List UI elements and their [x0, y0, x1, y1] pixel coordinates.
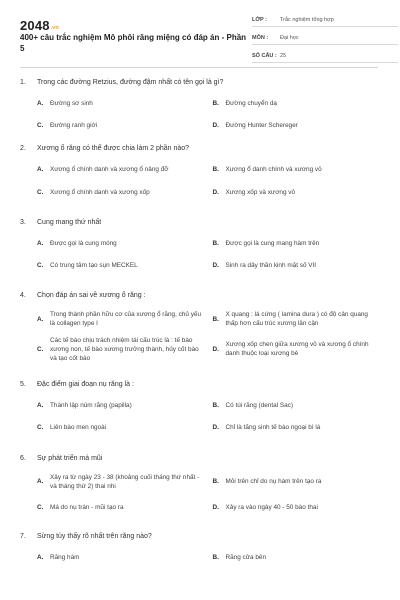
option-b[interactable]: B. Mỏi trên chỉ do nụ hàm trên tạo ra [212, 478, 322, 486]
option-c[interactable]: C. Đường ranh giới [37, 122, 98, 130]
option-b[interactable]: B. Có túi răng (dental Sac) [212, 402, 293, 410]
option-d[interactable]: D. Sinh ra dây thần kinh mặt số VII [212, 262, 317, 270]
option-d[interactable]: D. Xương xốp chen giữa xương vỏ và xương ổ chính danh thuộc loại xương bè [212, 341, 369, 358]
question-number: 2. [20, 145, 26, 153]
option-d[interactable]: D. Đường Hunter Schereger [212, 122, 298, 130]
option-c[interactable]: C. Xương ổ chính danh và xương xốp [37, 188, 150, 196]
question [20, 218, 378, 270]
question [20, 454, 378, 513]
option-d[interactable]: D. Chỉ là tăng sinh tế bào ngoại bì lá [212, 424, 321, 432]
option-a[interactable]: A. Xảy ra từ ngày 23 - 38 (khoảng cuối tháng thứ nhất - và tháng thứ 2) thai nhi [37, 473, 200, 490]
option-grid [37, 401, 378, 432]
option-a[interactable]: A. Đường sơ sinh [37, 100, 93, 107]
question-text: Chọn đáp án sai về xương ổ răng : [37, 292, 146, 300]
question [20, 380, 378, 432]
meta-row-class: LỚP : Trắc nghiệm tổng hợp [252, 14, 398, 27]
option-a[interactable]: A. Răng hàm [37, 554, 80, 562]
question-number: 7. [20, 533, 26, 541]
meta-row-subject: MÔN : Đại học [252, 32, 398, 45]
option-grid [37, 239, 378, 270]
document-header [20, 0, 378, 66]
question-number: 4. [20, 292, 26, 300]
option-grid [37, 553, 378, 562]
meta-row-count: SỐ CÂU : 25 [252, 50, 398, 63]
question-text: Cung mang thứ nhất [37, 218, 102, 226]
header-divider [20, 67, 378, 68]
option-grid [37, 99, 378, 130]
option-a[interactable]: A. Thành lập núm răng (papilla) [37, 402, 132, 410]
question [20, 532, 378, 562]
meta-info [252, 14, 398, 68]
option-grid [37, 310, 378, 363]
question-number: 5. [20, 381, 26, 389]
option-d[interactable]: D. Xảy ra vào ngày 40 - 50 bào thai [212, 504, 318, 512]
question [20, 78, 378, 130]
option-d[interactable]: D. Xương xốp và xương vỏ [212, 188, 296, 196]
option-a[interactable]: A. Xương ổ chính danh và xương ổ nâng đỡ [37, 166, 169, 174]
option-b[interactable]: B. Được gọi là cung mang hàm trên [212, 239, 320, 247]
option-grid [37, 473, 378, 513]
option-b[interactable]: B. Xương ổ danh chính và xương vỏ [212, 166, 322, 174]
site-logo[interactable]: 2048.vn [20, 18, 59, 33]
question-number: 3. [20, 218, 26, 226]
option-c[interactable]: C. Liên bào men ngoài [37, 424, 107, 432]
option-c[interactable]: C. Má do nụ trán - mũi tạo ra [37, 504, 124, 512]
option-b[interactable]: B. X quang : lá cứng ( lamina dura ) có độ cản quang thấp hơn cấu trúc xương lân cận [212, 311, 368, 328]
option-b[interactable]: B. Đường chuyển dạ [212, 100, 277, 107]
option-a[interactable]: A. Được gọi là cung móng [37, 239, 117, 247]
option-grid [37, 165, 378, 196]
question-text: Sừng tủy thấy rõ nhất trên răng nào? [37, 533, 152, 541]
option-b[interactable]: B. Răng cửa bên [212, 554, 267, 562]
question [20, 291, 378, 363]
page-title: 400+ câu trắc nghiệm Mô phôi răng miệng có đáp án - Phần 5 [20, 33, 247, 53]
question-text: Đặc điểm giai đoạn nụ răng là : [37, 381, 134, 389]
question-text: Trong các đường Retzius, đường đậm nhất có tên gọi là gì? [37, 79, 224, 86]
question-list [20, 78, 378, 562]
question-text: Xương ổ răng có thể được chia làm 2 phần nào? [37, 145, 190, 153]
question-text: Sự phát triển má mũi [37, 454, 103, 462]
question-number: 6. [20, 454, 26, 462]
question [20, 144, 378, 196]
option-a[interactable]: A. Trong thành phần hữu cơ của xương ổ răng, chủ yếu là collagen type I [37, 311, 201, 328]
question-number: 1. [20, 79, 26, 86]
option-c[interactable]: C. Các tế bào chịu trách nhiệm tái cấu trúc là : tế bào xương non, tế bào xương trưởng thành, hủy cốt bào và tạo cốt bào [37, 336, 199, 363]
option-c[interactable]: C. Có trung tâm tạo sụn MECKEL [37, 262, 138, 270]
